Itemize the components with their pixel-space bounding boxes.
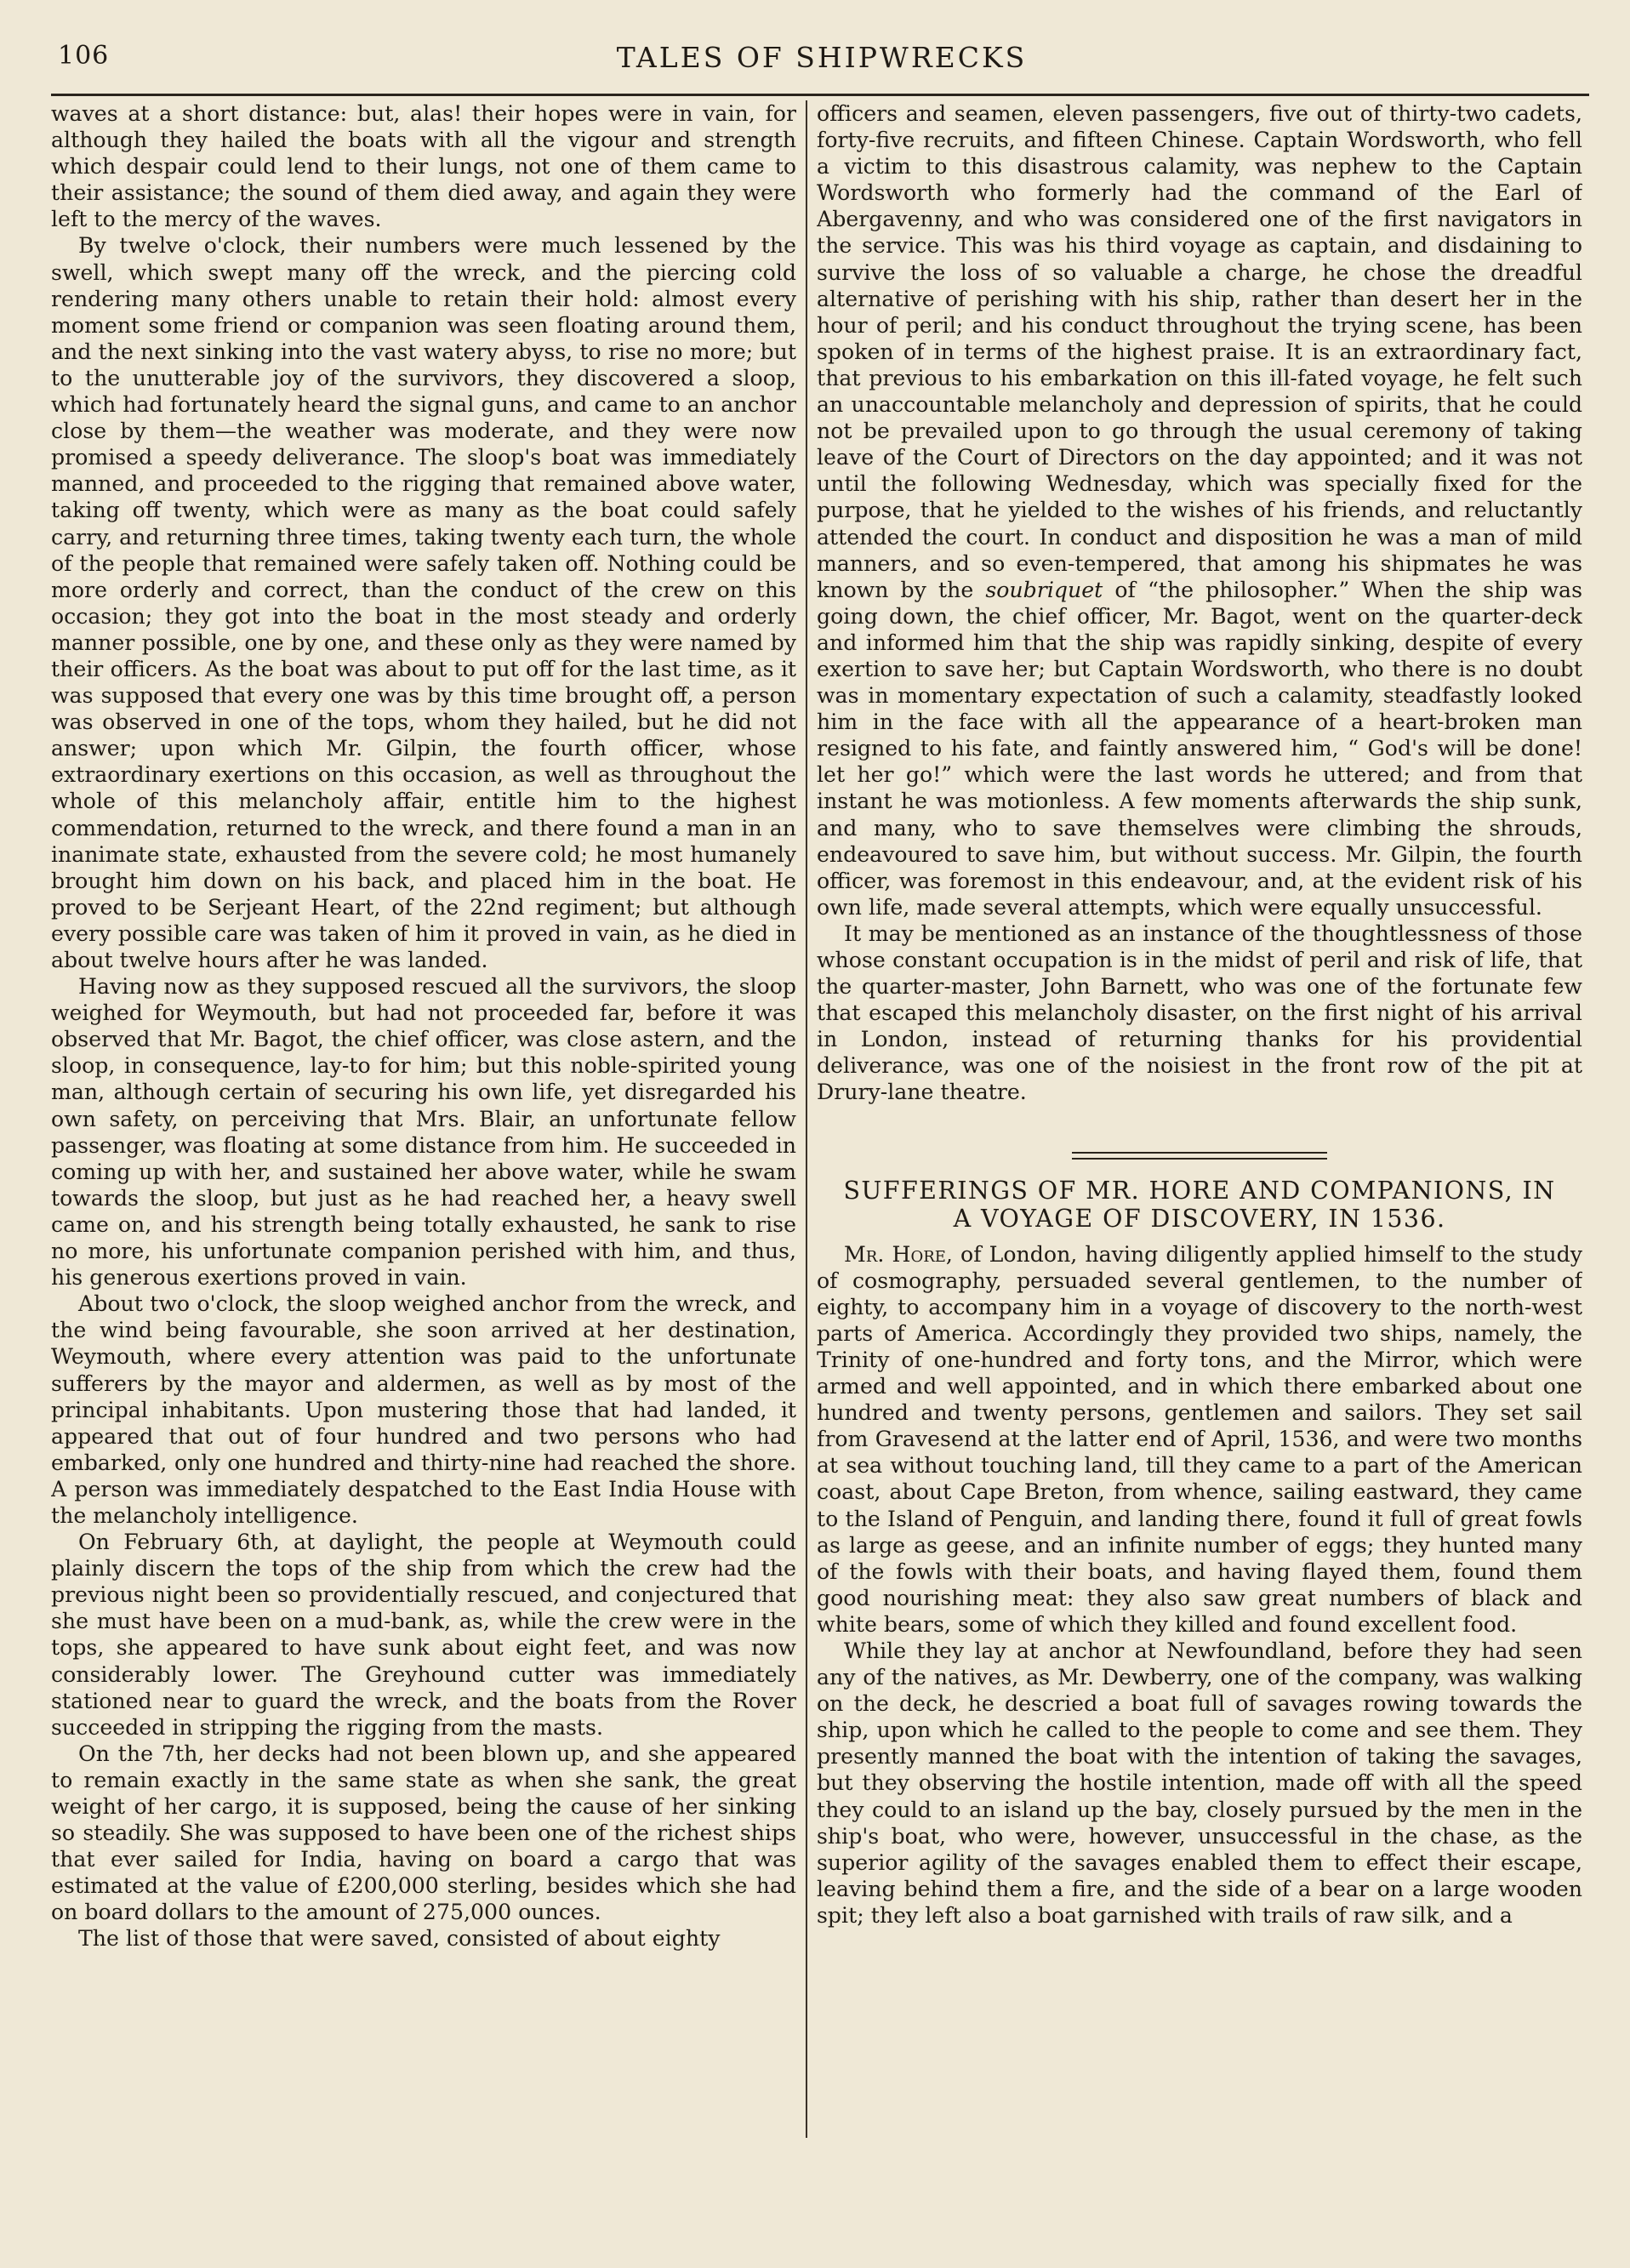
heading-line: A VOYAGE OF DISCOVERY, IN 1536. xyxy=(953,1204,1446,1233)
paragraph: Having now as they supposed rescued all the survivors, the sloop weighed for Weymouth, but had not proceeded far, before it was observed that Mr. Bagot, the chief officer, was close astern, and the sloop, in consequence, lay-to for him; but this noble-spirited young man, although certain of securing his own life, yet disregarded his own safety, on perceiving that Mrs. Blair, an unfortunate fellow passenger, was floating at some distance from him. He succeeded in coming up with her, and sustained her above water, while he swam towards the sloop, but just as he had reached her, a heavy swell came on, and his strength being totally exhausted, he sank to rise no more, his unfortunate companion perished with him, and thus, his generous exertions proved in vain. xyxy=(51,974,796,1291)
paragraph xyxy=(817,1241,1582,1638)
column-divider xyxy=(806,100,807,2138)
paragraph: By twelve o'clock, their numbers were much lessened by the swell, which swept many off the wreck, and the piercing cold rendering many others unable to retain their hold: almost every moment some friend or companion was seen floating around them, and the next sinking into the vast watery abyss, to rise no more; but to the unutterable joy of the survivors, they discovered a sloop, which had fortunately heard the signal guns, and came to an anchor close by them—the weather was moderate, and they were now promised a speedy deliverance. The sloop's boat was immediately manned, and proceeded to the rigging that remained above water, taking off twenty, which were as many as the boat could safely carry, and returning three times, taking twenty each turn, the whole of the people that remained were safely taken off. Nothing could be more orderly and correct, than the conduct of the crew on this occasion; they got into the boat in the most steady and orderly manner possible, one by one, and these only as they were named by their officers. As the boat was about to put off for the last time, as it was supposed that every one was by this time brought off, a person was observed in one of the tops, whom they hailed, but he did not answer; upon which Mr. Gilpin, the fourth officer, whose extraordinary exertions on this occasion, as well as throughout the whole of this melancholy affair, entitle him to the highest commendation, returned to the wreck, and there found a man in an inanimate state, exhausted from the severe cold; he most humanely brought him down on his back, and placed him in the boat. He proved to be Serjeant Heart, of the 22nd regiment; but although every possible care was taken of him it proved in vain, as he died in about twelve hours after he was landed. xyxy=(51,233,796,972)
section-divider xyxy=(1072,1152,1327,1160)
paragraph: On February 6th, at daylight, the people at Weymouth could plainly discern the tops of the ship from which the crew had the previous night been so providentially rescued, and conjectured that she must have been on a mud-bank, as, while the crew were in the tops, she appeared to have sunk about eight feet, and was now considerably lower. The Greyhound cutter was immediately stationed near to guard the wreck, and the boats from the Rover succeeded in stripping the rigging from the masts. xyxy=(51,1530,796,1740)
paragraph-text: officers and seamen, eleven passengers, five out of thirty-two cadets, forty-five recruits, and fifteen Chinese. Captain Wordsworth, who fell a victim to this disastrous calamity, was nephew to the Captain Wordsworth who formerly had the command of the Earl of Abergavenny, and who was considered one of the first navigators in the service. This was his third voyage as captain, and disdaining to survive the loss of so valuable a charge, he chose the dreadful alternative of perishing with his ship, rather than desert her in the hour of peril; and his conduct throughout the trying scene, has been spoken of in terms of the highest praise. It is an extraordinary fact, that previous to his embarkation on this ill-fated voyage, he felt such an unaccountable melancholy and depression of spirits, that he could not be prevailed upon to go through the usual ceremony of taking leave of the Court of Directors on the day appointed; and it was not until the following Wednesday, which was specially fixed for the purpose, that he yielded to the wishes of his friends, and reluctantly attended the court. In conduct and disposition he was a man of mild manners, and so even-tempered, that among his shipmates he was known by the xyxy=(817,101,1582,602)
paragraph-text: of “the philosopher.” When the ship was going down, the chief officer, Mr. Bagot, went on the quarter-deck and informed him that the ship was rapidly sinking, despite of every exertion to save her; but Captain Wordsworth, who there is no doubt was in momentary expectation of such a calamity, steadfastly looked him in the face with all the appearance of a heart-broken man resigned to his fate, and faintly answered him, “ God's will be done! let her go!” which were the last words he uttered; and from that instant he was motionless. A few moments afterwards the ship sunk, and many, who to save themselves were climbing the shrouds, endeavoured to save him, but without success. Mr. Gilpin, the fourth officer, was foremost in this endeavour, and, at the evident risk of his own life, made several attempts, which were equally unsuccessful. xyxy=(817,577,1582,920)
paragraph: While they lay at anchor at Newfoundland, before they had seen any of the natives, as Mr. Dewberry, one of the company, was walking on the deck, he descried a boat full of savages rowing towards the ship, upon which he called to the people to come and see them. They presently manned the boat with the intention of taking the savages, but they observing the hostile intention, made off with all the speed they could to an island up the bay, closely pursued by the men in the ship's boat, who were, however, unsuccessful in the chase, as the superior agility of the savages enabled them to effect their escape, leaving behind them a fire, and the side of a bear on a large wooden spit; they left also a boat garnished with trails of raw silk, and a xyxy=(817,1638,1582,1928)
paragraph: On the 7th, her decks had not been blown up, and she appeared to remain exactly in the same state as when she sank, the great weight of her cargo, it is supposed, being the cause of her sinking so steadily. She was supposed to have been one of the richest ships that ever sailed for India, having on board a cargo that was estimated at the value of £200,000 sterling, besides which she had on board dollars to the amount of 275,000 ounces. xyxy=(51,1741,796,1925)
paragraph xyxy=(817,100,1582,920)
paragraph: It may be mentioned as an instance of the thoughtlessness of those whose constant occupation is in the midst of peril and risk of life, that the quarter-master, John Barnett, who was one of the fortunate few that escaped this melancholy disaster, on the first night of his arrival in London, instead of returning thanks for his providential deliverance, was one of the noisiest in the front row of the pit at Drury-lane theatre. xyxy=(817,920,1582,1105)
paragraph: About two o'clock, the sloop weighed anchor from the wreck, and the wind being favourable, she soon arrived at her destination, Weymouth, where every attention was paid to the unfortunate sufferers by the mayor and aldermen, as well as by most of the principal inhabitants. Upon mustering those that had landed, it appeared that out of four hundred and two persons who had embarked, only one hundred and thirty-nine had reached the shore. A person was immediately despatched to the East India House with the melancholy intelligence. xyxy=(51,1291,796,1528)
left-column xyxy=(51,100,796,2135)
paragraph: waves at a short distance: but, alas! their hopes were in vain, for although they hailed the boats with all the vigour and strength which despair could lend to their lungs, not one of them came to their assistance; the sound of them died away, and again they were left to the mercy of the waves. xyxy=(51,101,796,232)
lead-in: Mr. Hore, xyxy=(844,1241,953,1267)
paragraph: The list of those that were saved, consisted of about eighty xyxy=(78,1926,721,1952)
heading-line: SUFFERINGS OF MR. HORE AND COMPANIONS, IN xyxy=(843,1176,1556,1205)
italic-word: soubriquet xyxy=(985,577,1103,602)
running-title: TALES OF SHIPWRECKS xyxy=(616,41,1028,74)
right-column xyxy=(817,100,1582,2135)
paragraph-text: of London, having diligently applied himself to the study of cosmography, persuaded several gentlemen, to the number of eighty, to accompany him in a voyage of discovery to the north-west parts of America. Accordingly they provided two ships, namely, the Trinity of one-hundred and forty tons, and the Mirror, which were armed and well appointed, and in which there embarked about one hundred and twenty persons, gentlemen and sailors. They set sail from Gravesend at the latter end of April, 1536, and were two months at sea without touching land, till they came to a part of the American coast, about Cape Breton, from whence, sailing eastward, they came to the Island of Penguin, and landing there, found it full of great fowls as large as geese, and an infinite number of eggs; they hunted many of the fowls with their boats, and having flayed them, found them good nourishing meat: they also saw great numbers of black and white bears, some of which they killed and found excellent food. xyxy=(817,1241,1582,1637)
page-number: 106 xyxy=(58,41,110,71)
header-rule xyxy=(51,94,1589,96)
page-header xyxy=(58,41,1586,83)
article-heading xyxy=(817,1177,1582,1233)
